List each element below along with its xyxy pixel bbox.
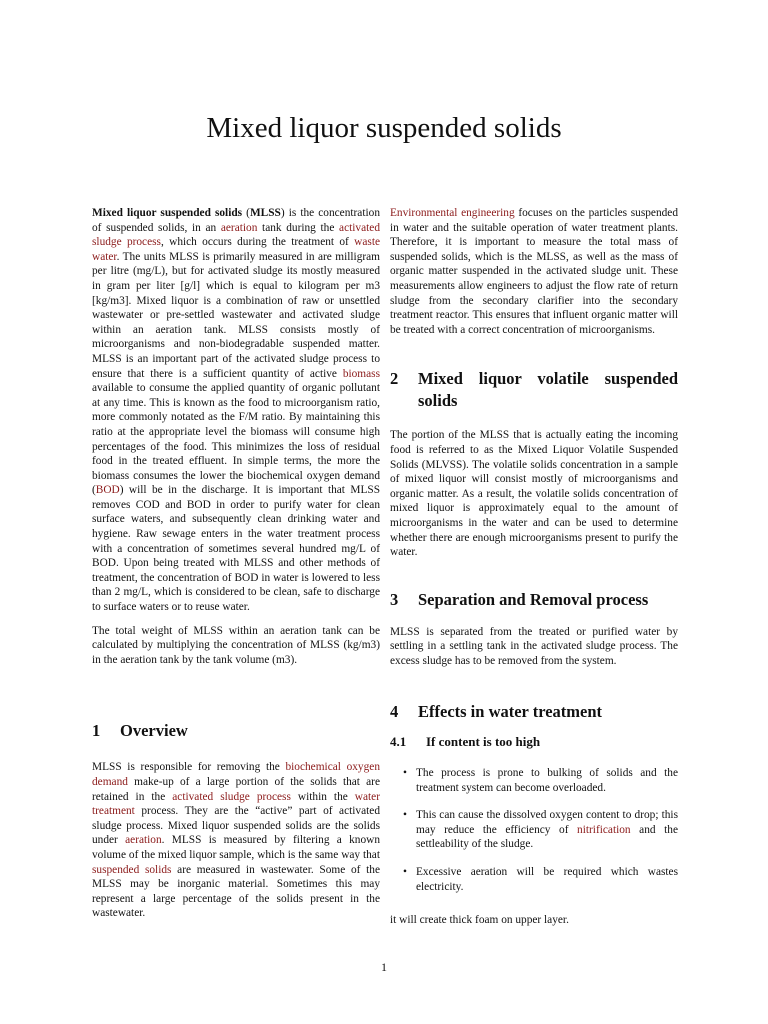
mlvss-paragraph: The portion of the MLSS that is actually eating the incoming food is referred to as the Mixed Liquor Volatile Suspended Solids (MLVSS). The volatile solids concentration in a sample of mixed liquor will consist mostly of microorganisms and organic matter. As a result, the volatile solids concentration of mixed liquor is approximately equal to the amount of microorganisms in the water and can be used to determine whether there are enough microorganisms present to purify the water. bbox=[390, 429, 678, 559]
section-number: 1 bbox=[92, 721, 101, 741]
list-item-text: Excessive aeration will be required which wastes electricity. bbox=[416, 866, 678, 893]
section-number: 4 bbox=[390, 702, 399, 722]
link-environmental-engineering[interactable]: Environmental engineering bbox=[390, 207, 515, 219]
overview-text: process. They are the “active” part of activated sludge process. Mixed liquor suspended solids are the solids under bbox=[92, 805, 380, 847]
lead-term: Mixed liquor suspended solids bbox=[92, 207, 243, 219]
intro-text: , which occurs during the treatment of bbox=[160, 236, 355, 249]
page-title: Mixed liquor suspended solids bbox=[206, 112, 562, 144]
effects-list bbox=[390, 766, 678, 894]
section-number: 2 bbox=[390, 369, 399, 389]
section-heading-mlvss bbox=[390, 368, 678, 412]
engineering-paragraph bbox=[390, 206, 678, 337]
subsection-title: If content is too high bbox=[426, 734, 541, 750]
section-number: 3 bbox=[390, 589, 399, 609]
foam-note: it will create thick foam on upper layer. bbox=[390, 914, 569, 927]
right-column bbox=[390, 206, 678, 937]
engineering-text: focuses on the particles suspended in water and the suitable operation of water treatment plants. Therefore, it is important to measure the total mass of suspended solids, which is the MLSS, as well as the mass of organic matter suspended in the activated sludge unit. These measurements allow engineers to adjust the flow rate of return sludge from the secondary clarifier into the secondary treatment reactor. This ensures that influent organic matter will be treated with a correct concentration of microorganisms. bbox=[390, 207, 678, 336]
list-item-text: and the settleability of the sludge. bbox=[416, 823, 678, 851]
intro-text: available to consume the applied quantity of organic pollutant at any time. This is known as the food to microorganism ratio, more commonly notated as the F/M ratio. By maintaining this ratio at the appropriate level the biomass will consume high percentages of the food. This minimizes the loss of residual food in the treated effluent. In simple terms, the more the biomass consumes the lower the biochemical oxygen demand ( bbox=[92, 382, 380, 497]
link-water-treatment[interactable]: water treatment bbox=[92, 790, 380, 818]
link-activated-sludge-process[interactable]: activated sludge process bbox=[172, 790, 291, 803]
left-column bbox=[92, 206, 380, 930]
intro-text: tank during the bbox=[257, 221, 340, 234]
link-waste-water[interactable]: waste water bbox=[92, 236, 380, 263]
page-number: 1 bbox=[381, 960, 387, 974]
intro-text: ) is the concentration of suspended solids, in an bbox=[92, 207, 380, 234]
section-heading-effects bbox=[390, 701, 678, 723]
section-title: Separation and Removal process bbox=[418, 589, 649, 609]
overview-text: make-up of a large portion of the solids that are retained in the bbox=[92, 776, 380, 803]
link-activated-sludge-process[interactable]: activated sludge process bbox=[92, 221, 380, 249]
link-aeration[interactable]: aeration bbox=[220, 221, 258, 234]
intro-text: . The units MLSS is primarily measured in are milligram per litre (mg/L), but for activated sludge its mostly measured in gram per liter [g/l] which is equal to kilogram per m3 [kg/m3]. Mixed liquor is a combination of raw or unsettled wastewater or pre-settled wastewater and activated sludge within an aeration tank. MLSS consists mostly of microorganisms and non-biodegradable suspended matter. MLSS is an important part of the activated sludge process to ensure that there is a sufficient quantity of active bbox=[92, 250, 380, 380]
link-nitrification[interactable]: nitrification bbox=[577, 823, 631, 836]
overview-text: MLSS is responsible for removing the bbox=[92, 761, 286, 774]
section-heading-separation bbox=[390, 589, 678, 611]
lead-abbr: MLSS bbox=[249, 207, 281, 219]
list-item-text: This can cause the dissolved oxygen content to drop; this may reduce the efficiency of bbox=[416, 809, 678, 836]
bullet: • bbox=[403, 809, 407, 822]
list-item bbox=[390, 766, 678, 795]
list-item-text: The process is prone to bulking of solids and the treatment system can become overloaded. bbox=[416, 767, 678, 794]
link-aeration[interactable]: aeration bbox=[125, 834, 162, 847]
overview-paragraph bbox=[92, 760, 380, 921]
subsection-heading-too-high bbox=[390, 735, 678, 750]
intro-text: ( bbox=[242, 207, 250, 219]
overview-text: . MLSS is measured by filtering a known volume of the mixed liquor sample, which is the same way that bbox=[92, 834, 380, 861]
subsection-number: 4.1 bbox=[390, 734, 407, 750]
link-bod[interactable]: BOD bbox=[95, 484, 120, 497]
overview-text: are measured in wastewater. Some of the MLSS may be inorganic material. Sometimes this may represent a large percentage of the solids present in the wastewater. bbox=[92, 863, 380, 920]
section-heading-overview bbox=[92, 720, 380, 742]
intro-paragraph bbox=[92, 206, 380, 615]
link-suspended-solids[interactable]: suspended solids bbox=[92, 863, 172, 876]
list-item bbox=[390, 808, 678, 852]
bullet: • bbox=[403, 767, 407, 780]
link-biomass[interactable]: biomass bbox=[342, 367, 380, 380]
section-title: Effects in water treatment bbox=[418, 702, 603, 722]
list-item bbox=[390, 865, 678, 894]
section-title: Overview bbox=[120, 721, 188, 741]
separation-paragraph: MLSS is separated from the treated or purified water by settling in a settling tank in the activated sludge process. The excess sludge has to be removed from the system. bbox=[390, 625, 678, 667]
overview-text: within the bbox=[290, 790, 355, 803]
section-title: Mixed liquor volatile suspended solids bbox=[418, 369, 678, 411]
intro-paragraph-2: The total weight of MLSS within an aeration tank can be calculated by multiplying the concentration of MLSS (kg/m3) in the aeration tank by the tank volume (m3). bbox=[92, 624, 380, 666]
link-biochemical-oxygen-demand[interactable]: biochemical oxygen demand bbox=[92, 761, 380, 788]
intro-text: ) will be in the discharge. It is important that MLSS removes COD and BOD in order to purify water for clean surface waters, and subsequently clean drinking water and hygiene. Raw sewage enters in the water treatment process with a concentration of sometimes several hundred mg/L of BOD. Upon being treated with MLSS and other methods of treatment, the concentration of BOD in water is lowered to less than 2 mg/L, which is considered to be clean, safe to discharge to surface waters or to reuse water. bbox=[92, 484, 380, 614]
bullet: • bbox=[403, 866, 407, 879]
